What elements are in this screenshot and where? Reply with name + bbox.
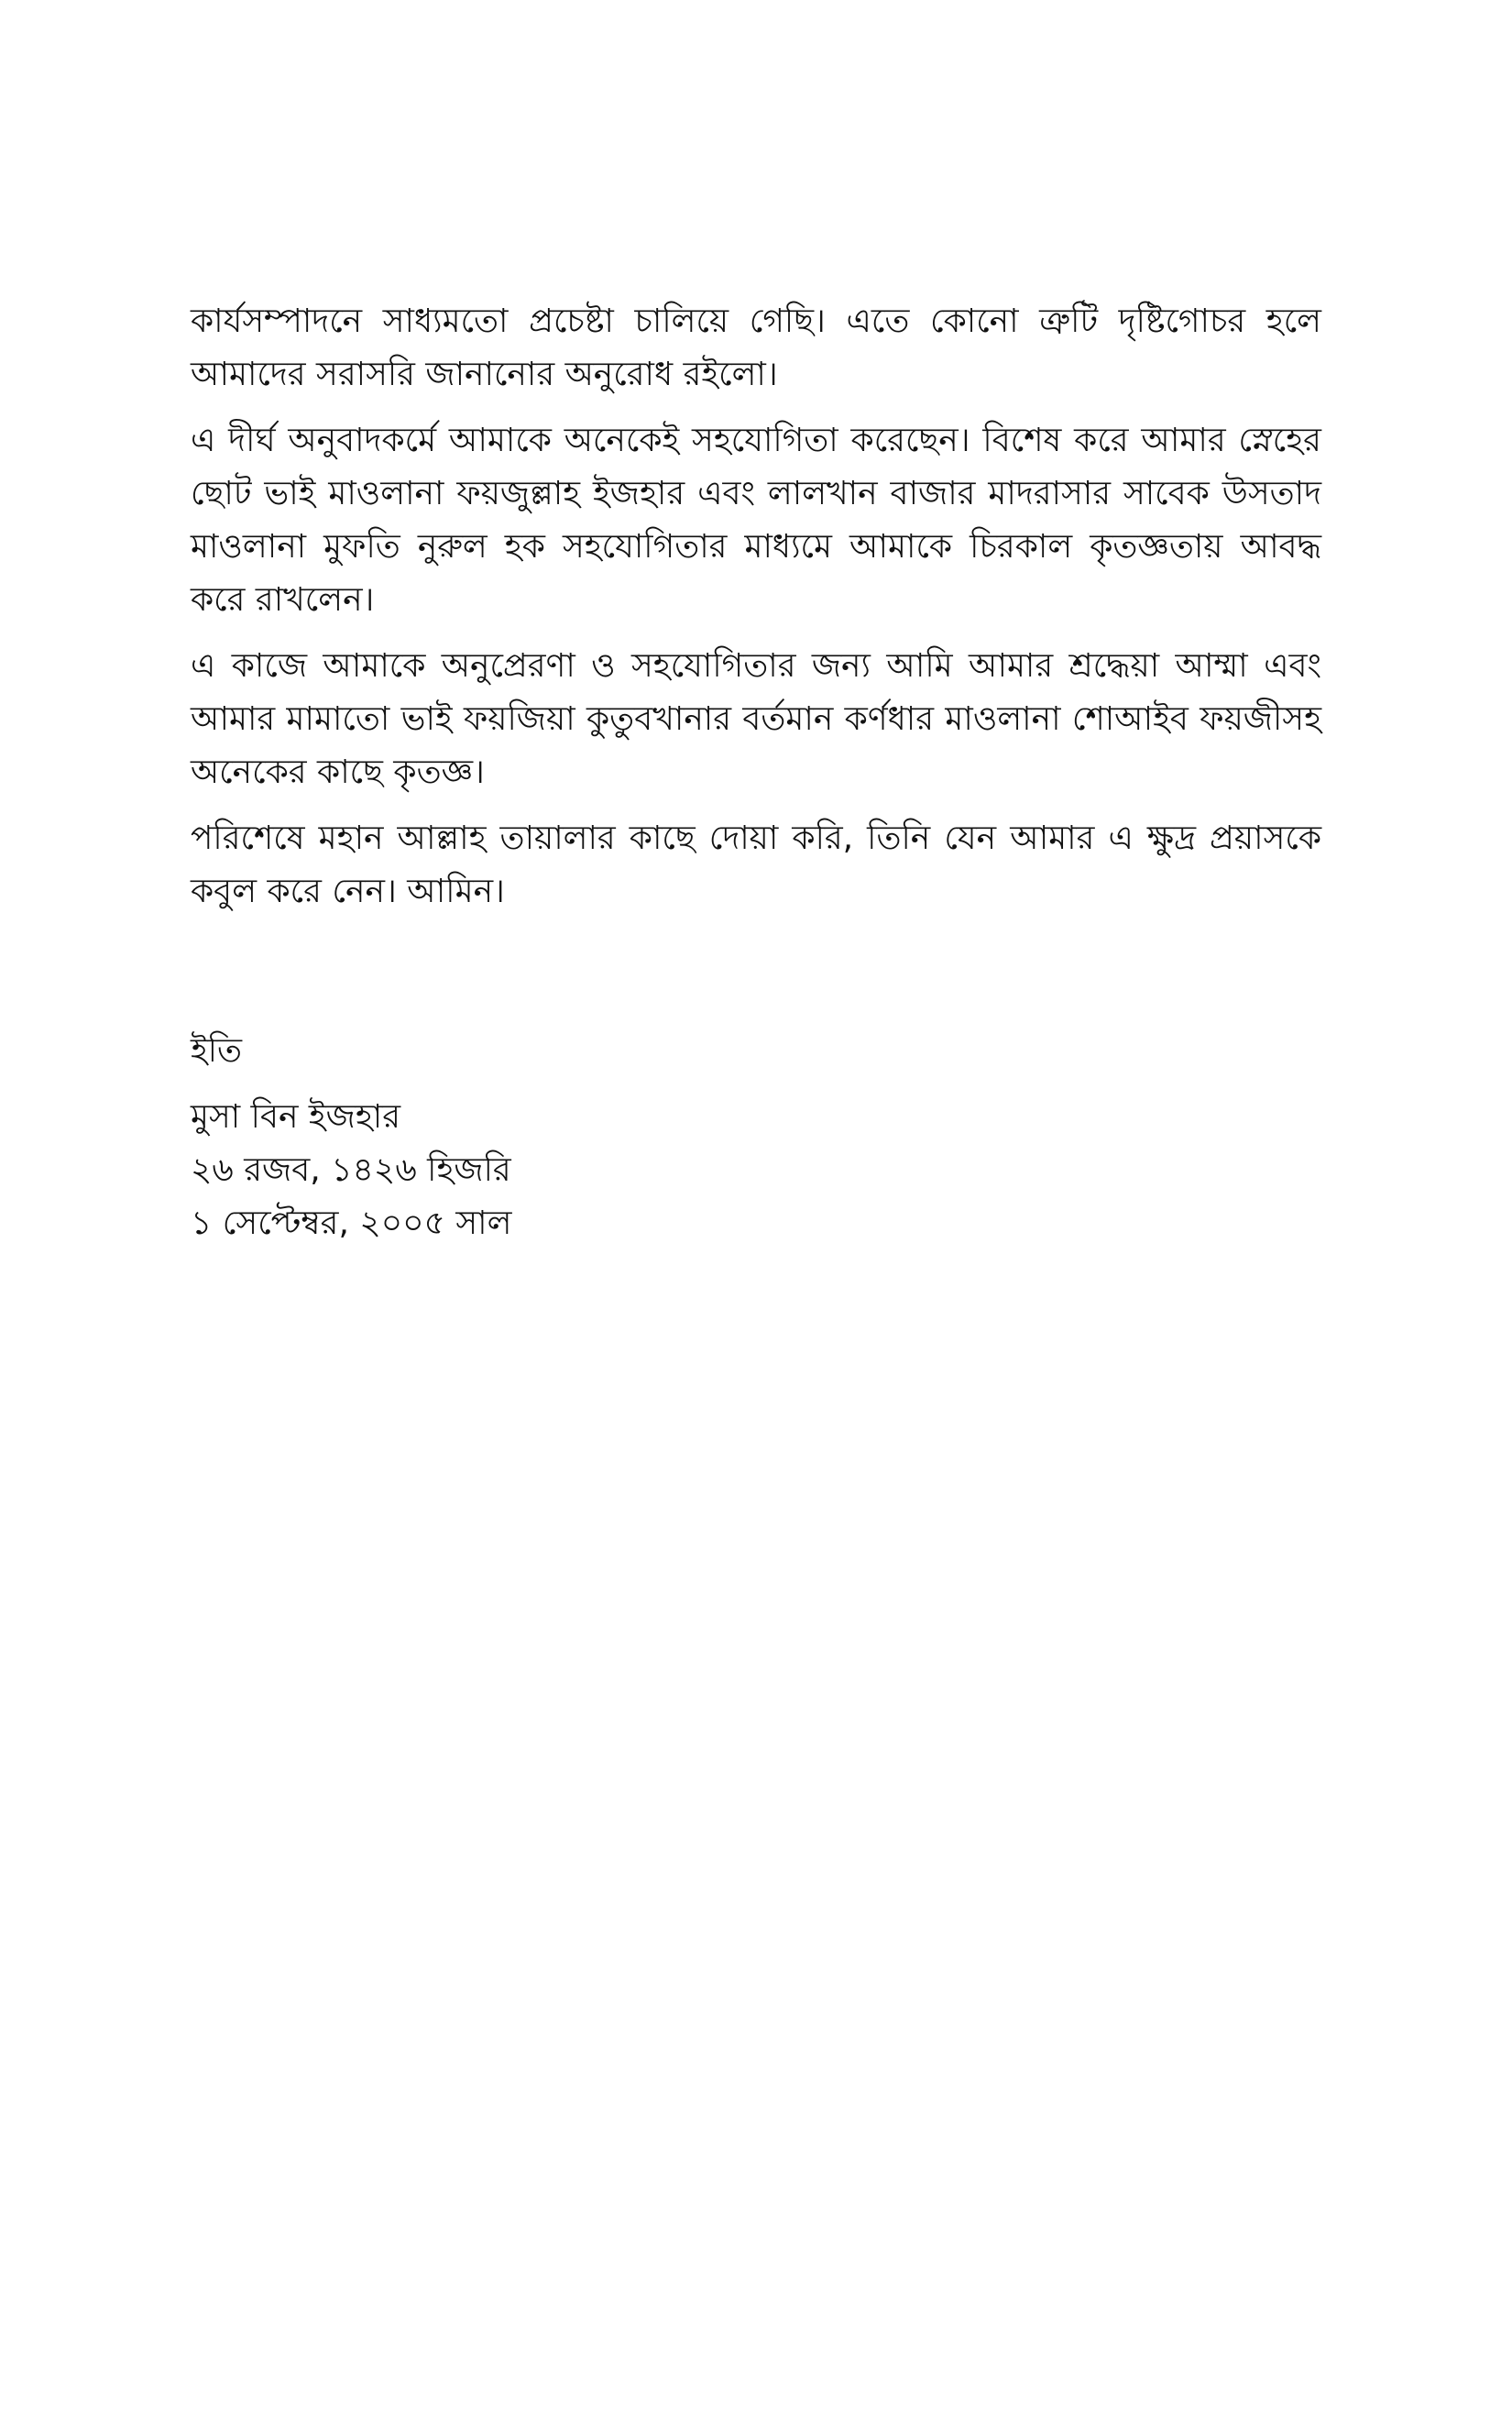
author-name: মুসা বিন ইজহার <box>191 1098 401 1136</box>
paragraph-4: পরিশেষে মহান আল্লাহ তায়ালার কাছে দোয়া করি, তিনি যেন আমার এ ক্ষুদ্র প্রয়াসকে কবুল করে নেন। আমিন। <box>191 820 1321 910</box>
paragraph-2: এ দীর্ঘ অনুবাদকর্মে আমাকে অনেকেই সহযোগিতা করেছেন। বিশেষ করে আমার স্নেহের ছোট ভাই মাওলানা ফয়জুল্লাহ ইজহার এবং লালখান বাজার মাদরাসার সাবেক উসতাদ মাওলানা মুফতি নুরুল হক সহযোগিতার মাধ্যমে আমাকে চিরকাল কৃতজ্ঞতায় আবদ্ধ করে রাখলেন। <box>191 422 1321 619</box>
paragraph-1: কার্যসম্পাদনে সাধ্যমতো প্রচেষ্টা চালিয়ে গেছি। এতে কোনো ত্রুটি দৃষ্টিগোচর হলে আমাদের সরাসরি জানানোর অনুরোধ রইলো। <box>191 302 1321 393</box>
body-text <box>191 295 1321 931</box>
hijri-date: ২৬ রজব, ১৪২৬ হিজরি <box>191 1151 511 1189</box>
paragraph-3: এ কাজে আমাকে অনুপ্রেরণা ও সহযোগিতার জন্য আমি আমার শ্রদ্ধেয়া আম্মা এবং আমার মামাতো ভাই ফয়জিয়া কুতুবখানার বর্তমান কর্ণধার মাওলানা শোআইব ফয়জীসহ অনেকের কাছে কৃতজ্ঞ। <box>191 647 1321 791</box>
closing-word: ইতি <box>191 1032 243 1070</box>
gregorian-date: ১ সেপ্টেম্বর, ২০০৫ সাল <box>191 1204 512 1242</box>
signoff-block <box>191 1025 1015 1250</box>
